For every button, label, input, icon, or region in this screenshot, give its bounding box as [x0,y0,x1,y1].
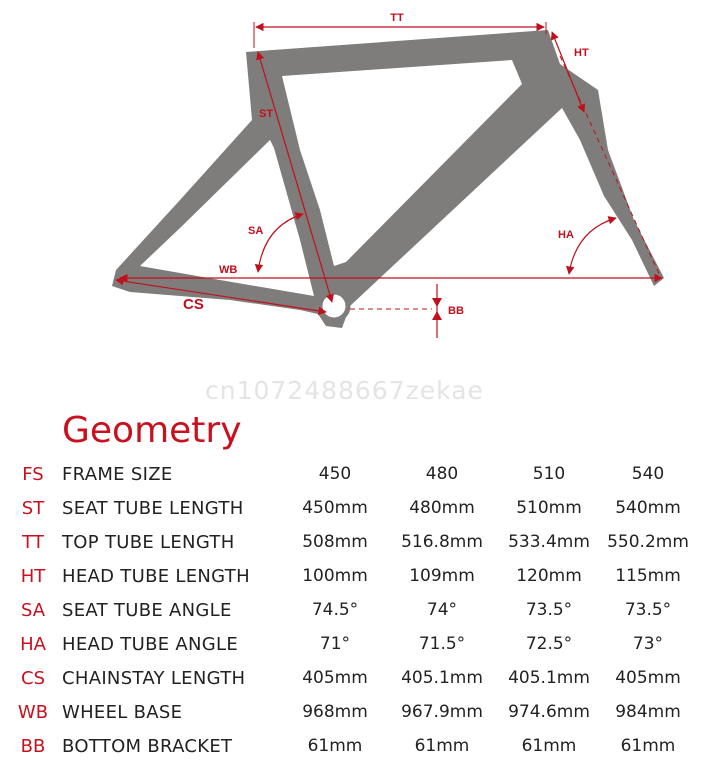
value-size-540: 540mm [615,498,681,518]
row-parameter: CHAINSTAY LENGTH [62,668,246,689]
table-row-sa [0,600,717,633]
cs-label: CS [183,296,204,313]
value-size-480: 516.8mm [401,532,483,552]
bike-frame-shape [112,30,664,328]
value-size-510: 61mm [521,736,577,756]
value-size-450: 968mm [302,702,368,722]
row-abbr: WB [17,702,49,723]
frame-geometry-diagram [0,0,717,360]
row-parameter: FRAME SIZE [62,464,173,485]
tt-label: TT [390,12,404,24]
value-size-540: 984mm [615,702,681,722]
bb-label: BB [448,305,464,317]
row-abbr: FS [22,464,44,485]
table-row-ha [0,634,717,667]
row-parameter: WHEEL BASE [62,702,183,723]
value-size-540: 61mm [620,736,676,756]
row-parameter: SEAT TUBE ANGLE [62,600,232,621]
row-parameter: HEAD TUBE LENGTH [62,566,250,587]
st-dimension-line [258,52,332,302]
value-size-510: 974.6mm [508,702,590,722]
row-parameter: SEAT TUBE LENGTH [62,498,244,519]
row-abbr: SA [20,600,46,621]
bottom-bracket-shell [320,292,348,320]
value-size-540: 115mm [615,566,681,586]
row-abbr: ST [21,498,45,519]
value-size-450: 74.5° [311,600,359,620]
value-size-480: 480mm [409,498,475,518]
row-parameter: TOP TUBE LENGTH [62,532,235,553]
row-abbr: BB [20,736,46,757]
row-abbr: CS [21,668,45,689]
value-size-480: 109mm [409,566,475,586]
value-size-480: 405.1mm [401,668,483,688]
value-size-450: 61mm [307,736,363,756]
table-row-bb [0,736,717,769]
value-size-450: 71° [319,634,351,654]
geometry-title: Geometry [62,410,242,451]
value-size-450: 100mm [302,566,368,586]
table-row-tt [0,532,717,565]
ha-arc [569,218,616,274]
row-abbr: HA [20,634,46,655]
value-size-480: 61mm [414,736,470,756]
value-size-480: 480 [425,464,459,484]
value-size-480: 71.5° [418,634,466,654]
value-size-540: 550.2mm [607,532,689,552]
table-row-wb [0,702,717,735]
value-size-510: 72.5° [525,634,573,654]
st-label: ST [259,108,274,120]
value-size-540: 73.5° [624,600,672,620]
value-size-510: 120mm [516,566,582,586]
sa-label: SA [248,225,264,237]
table-row-cs [0,668,717,701]
value-size-510: 405.1mm [508,668,590,688]
value-size-510: 73.5° [525,600,573,620]
row-abbr: TT [22,532,44,553]
bb-arrow-bottom [432,311,442,320]
watermark-text: cn1072488667zekae [205,376,484,405]
table-row-fs [0,464,717,497]
value-size-450: 508mm [302,532,368,552]
table-row-st [0,498,717,531]
row-abbr: HT [20,566,46,587]
value-size-540: 540 [631,464,665,484]
value-size-510: 533.4mm [508,532,590,552]
table-row-ht [0,566,717,599]
row-parameter: HEAD TUBE ANGLE [62,634,239,655]
ht-label: HT [574,47,589,59]
value-size-480: 74° [426,600,458,620]
value-size-450: 450 [318,464,352,484]
value-size-480: 967.9mm [401,702,483,722]
wb-label: WB [219,264,238,276]
bb-arrow-top [432,298,442,307]
value-size-510: 510 [532,464,566,484]
value-size-540: 405mm [615,668,681,688]
ha-label: HA [558,229,574,241]
row-parameter: BOTTOM BRACKET [62,736,233,757]
value-size-450: 450mm [302,498,368,518]
value-size-510: 510mm [516,498,582,518]
value-size-450: 405mm [302,668,368,688]
value-size-540: 73° [632,634,664,654]
